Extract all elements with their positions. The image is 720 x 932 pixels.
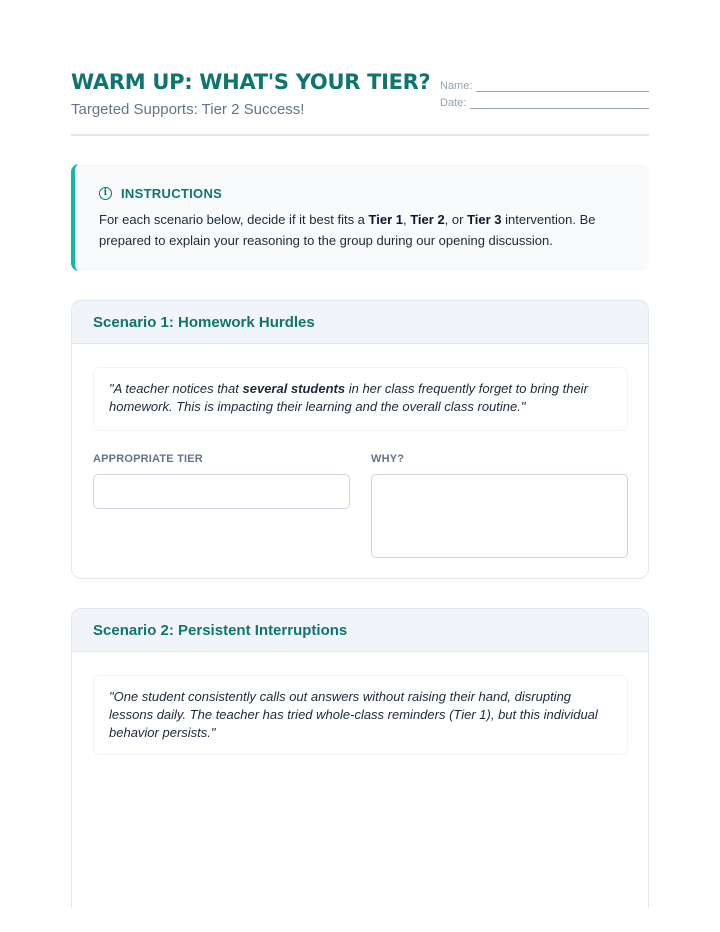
instructions-heading bbox=[99, 186, 222, 201]
scenario-card-2 bbox=[71, 608, 649, 908]
name-label: Name: bbox=[440, 80, 473, 92]
date-field[interactable] bbox=[440, 97, 649, 109]
worksheet-page bbox=[71, 0, 649, 740]
appropriate-tier-label: APPROPRIATE TIER bbox=[93, 453, 203, 465]
scenario-2-quote: "One student consistently calls out answers without raising their hand, disrupting lessons daily. The teacher has tried whole-class reminders (Tier 1), but this individual behavior persists." bbox=[93, 675, 628, 755]
scenario-1-quote: "A teacher notices that several students in her class frequently forget to bring their homework. This is impacting their learning and the overall class routine." bbox=[93, 367, 628, 431]
scenario-card-1 bbox=[71, 300, 649, 579]
page-subtitle: Targeted Supports: Tier 2 Success! bbox=[71, 101, 305, 118]
date-label: Date: bbox=[440, 97, 467, 109]
scenario-1-title: Scenario 1: Homework Hurdles bbox=[72, 301, 648, 344]
instructions-text: For each scenario below, decide if it best fits a Tier 1, Tier 2, or Tier 3 intervention. Be prepared to explain your reasoning to the group during our opening discussion. bbox=[99, 212, 596, 248]
why-label: WHY? bbox=[371, 453, 405, 465]
page-title: WARM UP: WHAT'S YOUR TIER? bbox=[71, 70, 431, 94]
info-icon: i bbox=[99, 187, 112, 200]
name-field[interactable] bbox=[440, 80, 649, 92]
why-textarea[interactable] bbox=[371, 474, 628, 558]
appropriate-tier-input[interactable] bbox=[93, 474, 350, 509]
scenario-2-title: Scenario 2: Persistent Interruptions bbox=[72, 609, 648, 652]
name-line[interactable] bbox=[476, 83, 649, 92]
page-header bbox=[71, 0, 649, 136]
instructions-title: INSTRUCTIONS bbox=[121, 186, 223, 201]
instructions-box bbox=[71, 164, 649, 271]
date-line[interactable] bbox=[470, 100, 649, 109]
